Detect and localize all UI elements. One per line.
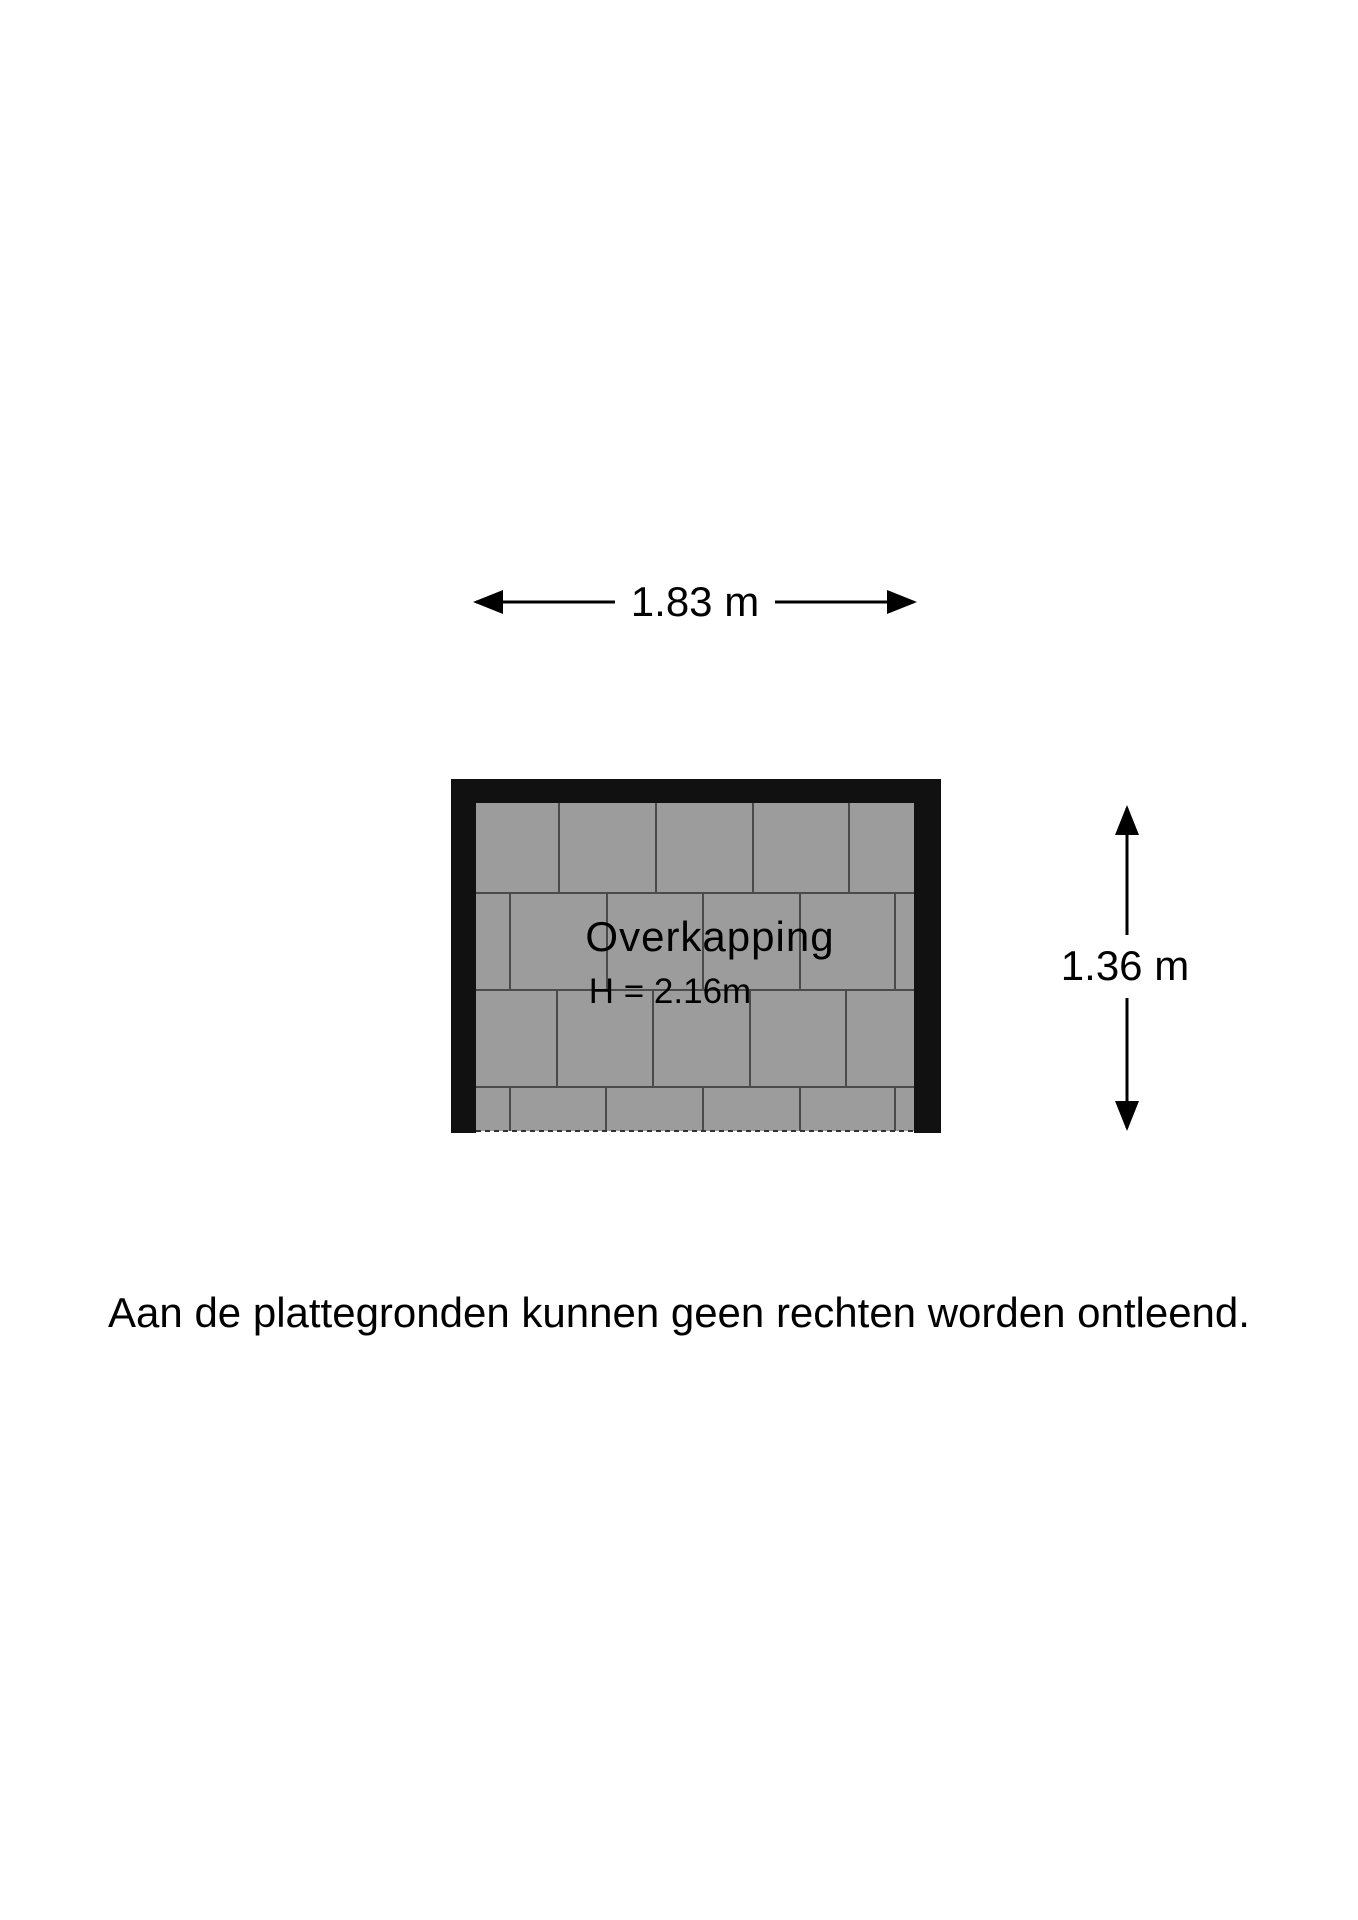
room-height-label: H = 2.16m (588, 972, 752, 1011)
room-name-label: Overkapping (585, 913, 835, 960)
width-dimension-label: 1.83 m (620, 576, 770, 628)
height-dimension-label: 1.36 m (1045, 940, 1205, 992)
disclaimer-text: Aan de plattegronden kunnen geen rechten worden ontleend. (108, 1289, 1250, 1336)
